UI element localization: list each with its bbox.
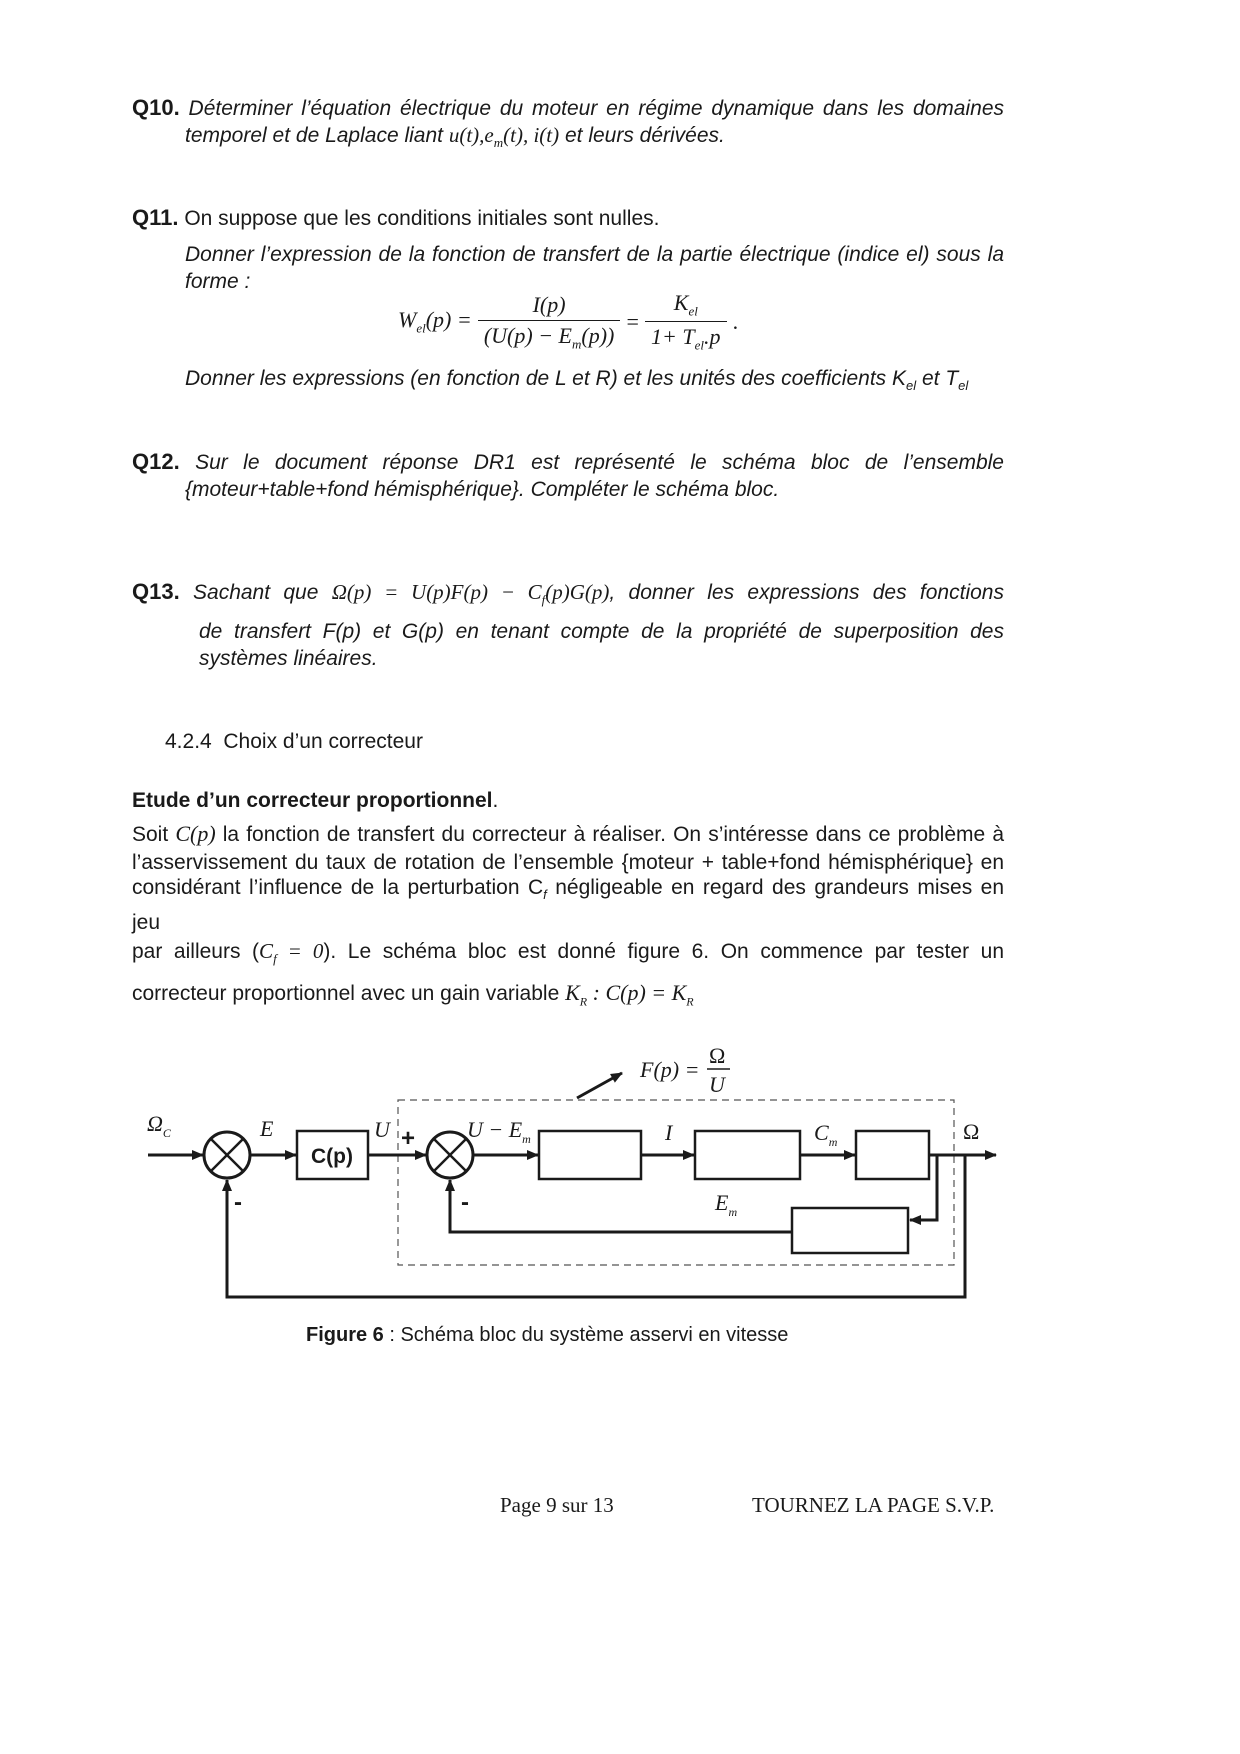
minus-outer: -: [234, 1189, 242, 1216]
q10-text: Déterminer l’équation électrique du moteur en régime dynamique dans les domaines: [188, 97, 1004, 120]
formula-fraction-1: $\frac{I(p)}{(U(p) - E_m(p))}$: [478, 292, 621, 352]
caption-bold: Figure 6: [306, 1324, 384, 1346]
u-em-label: $U - E_m$: [467, 1117, 531, 1146]
minus-inner: -: [461, 1189, 469, 1216]
q13-line3: systèmes linéaires.: [199, 647, 378, 671]
q12-line1: [132, 448, 1004, 476]
q10-line2-text: temporel et de Laplace liant: [185, 124, 443, 147]
study-line2: l’asservissement du taux de rotation de l’ensemble {moteur + table+fond hémisphérique} en: [132, 851, 1004, 874]
study-line1: Soit C(p) la fonction de transfert du correcteur à réaliser. On s’intéresse dans ce problème à: [132, 821, 1004, 846]
torque-block: [695, 1131, 800, 1179]
f-numerator: Ω: [709, 1043, 726, 1068]
q11-line1: [132, 204, 1004, 232]
question-q13: [132, 578, 1004, 672]
figure-caption: [306, 1324, 788, 1347]
section-title: Choix d’un correcteur: [223, 730, 423, 753]
plus-sign: +: [401, 1125, 416, 1152]
study-line4: par ailleurs $(C_f = 0)$. Le schéma bloc est donné figure 6. On commence par tester un: [132, 939, 1005, 967]
q11-line2: Donner l’expression de la fonction de transfert de la partie électrique (indice el) sous la: [185, 243, 1004, 266]
q13-line1: Q13. Sachant que $\Omega(p) = U(p)F(p) - C_f(p)G(p)$, donner les expressions des fonctions: [132, 579, 1004, 608]
question-q12: [132, 448, 1004, 503]
q12-text: Sur le document réponse DR1 est représenté le schéma bloc de l’ensemble: [195, 451, 1004, 474]
electrical-block: [539, 1131, 641, 1179]
f-label: F(p) =: [640, 1057, 700, 1082]
page-number: Page 9 sur 13: [500, 1493, 614, 1517]
q11-formula: [398, 290, 738, 354]
output-label: Ω: [963, 1119, 980, 1144]
q10-label: Q10.: [132, 95, 180, 120]
formula-dot: .: [732, 308, 739, 334]
q10-line2: [132, 122, 1004, 156]
study-line5: correcteur proportionnel avec un gain variable $K_R$ : $C(p) = K_R$: [132, 980, 694, 1009]
q11-line3: forme :: [185, 270, 251, 293]
section-number: 4.2.4: [165, 730, 212, 753]
study-heading: Etude d’un correcteur proportionnel.: [132, 789, 499, 812]
q13-line2: de transfert F(p) et G(p) en tenant compte de la propriété de superposition des: [199, 620, 1004, 644]
u-label: U: [374, 1117, 390, 1142]
study-line3: considérant l’influence de la perturbation $C_f$ négligeable en regard des grandeurs mises en jeu: [132, 876, 1004, 935]
block-diagram: [0, 1030, 1240, 1310]
study-heading-text: Etude d’un correcteur proportionnel: [132, 789, 493, 812]
inner-feedback-return: [450, 1180, 792, 1232]
turn-page: TOURNEZ LA PAGE S.V.P.: [752, 1493, 995, 1517]
q11-label: Q11.: [132, 205, 179, 230]
formula-lhs: $W_{el}(p)$ =: [398, 307, 472, 336]
q11-line4: Donner les expressions (en fonction de L et R) et les unités des coefficients $K_{el}$ et $T_{el}$: [185, 367, 969, 394]
q13-math: $\Omega(p) = U(p)F(p) - C_f(p)G(p)$: [331, 580, 610, 608]
em-label: $E_m$: [715, 1190, 738, 1219]
formula-fraction-2: $\frac{K_{el}}{1+ T_{el}.p}$: [645, 290, 726, 354]
f-denominator: U: [709, 1072, 725, 1097]
q10-line1: [132, 94, 1004, 122]
study-cp-math: C(p): [175, 821, 216, 846]
corrector-label: C(p): [311, 1145, 353, 1168]
current-label: I: [665, 1120, 673, 1145]
mechanical-block: [856, 1131, 929, 1179]
q13-label: Q13.: [132, 579, 180, 604]
question-q10: [132, 94, 1004, 156]
emf-block: [792, 1208, 908, 1253]
cm-label: $C_m$: [814, 1120, 838, 1149]
error-label: E: [260, 1116, 274, 1141]
section-heading: [165, 728, 423, 755]
question-q11: [132, 204, 1004, 295]
q11-text: On suppose que les conditions initiales sont nulles.: [184, 207, 660, 230]
q10-line2-end: et leurs dérivées.: [564, 124, 725, 147]
formula-equals: =: [626, 308, 639, 334]
study-paragraph: [132, 820, 1004, 1016]
inner-feedback-path: [910, 1155, 937, 1220]
f-pointer-arrow: [577, 1073, 622, 1098]
outer-feedback-path: [227, 1155, 965, 1297]
caption-text: : Schéma bloc du système asservi en vitesse: [383, 1324, 789, 1346]
q12-line2: {moteur+table+fond hémisphérique}. Compléter le schéma bloc.: [185, 478, 780, 501]
q12-label: Q12.: [132, 449, 180, 474]
q10-math: $u(t),e_m(t)$, i(t): [448, 123, 560, 151]
input-label: $\Omega_C$: [147, 1111, 171, 1140]
